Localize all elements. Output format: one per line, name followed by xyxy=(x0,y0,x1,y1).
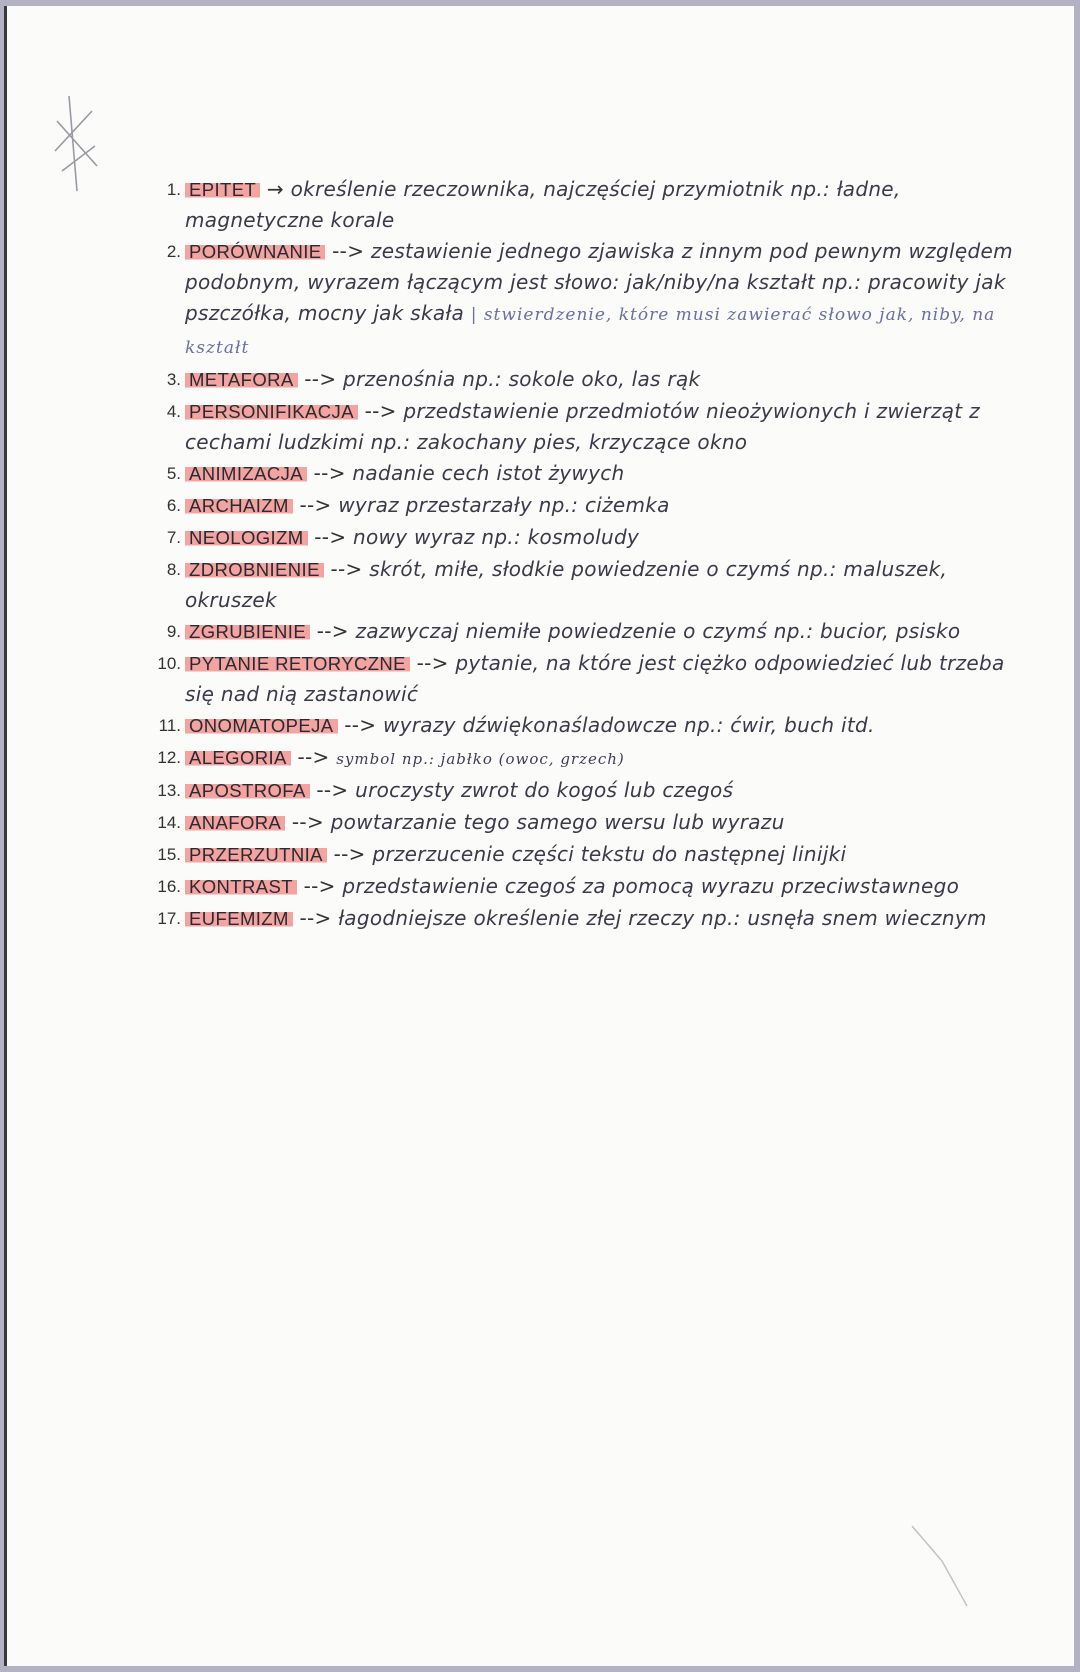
term-highlight: EUFEMIZM xyxy=(185,908,293,929)
definition: zazwyczaj niemiłe powiedzenie o czymś np.: bucior, psisko xyxy=(355,619,961,643)
arrow: --> xyxy=(303,874,336,898)
term-highlight: EPITET xyxy=(185,179,260,200)
item-number: 14. xyxy=(157,813,181,832)
item-number: 2. xyxy=(166,242,181,261)
arrow: → xyxy=(266,177,284,201)
term-highlight: ANAFORA xyxy=(185,812,285,833)
item-body xyxy=(185,364,700,395)
arrow: --> xyxy=(416,651,449,675)
term-highlight: ALEGORIA xyxy=(185,747,291,768)
item-body xyxy=(185,775,733,806)
definition: przedstawienie przedmiotów nieożywionych i zwierząt z cechami ludzkimi np.: zakochany pies, krzyczące okno xyxy=(185,399,980,454)
definition: określenie rzeczownika, najczęściej przymiotnik np.: ładne, magnetyczne korale xyxy=(185,177,901,232)
item-number: 8. xyxy=(166,560,181,579)
arrow: --> xyxy=(314,525,347,549)
definition: powtarzanie tego samego wersu lub wyrazu xyxy=(330,810,785,834)
item-number: 6. xyxy=(166,496,181,515)
term-highlight: ZGRUBIENIE xyxy=(185,621,310,642)
item-number: 16. xyxy=(157,877,181,896)
list-item xyxy=(145,839,1025,871)
item-body xyxy=(185,807,785,838)
list-item xyxy=(145,648,1025,710)
item-body xyxy=(185,616,960,647)
list-item xyxy=(145,396,1025,458)
definition: zestawienie jednego zjawiska z innym pod pewnym względem podobnym, wyrazem łączącym jest słowo: jak/niby/na kształt np.: pracowity jak pszczółka, mocny jak skała xyxy=(185,239,1013,325)
definition: łagodniejsze określenie złej rzeczy np.: usnęła snem wiecznym xyxy=(338,906,987,930)
list-item xyxy=(145,775,1025,807)
definition: wyraz przestarzały np.: ciżemka xyxy=(338,493,670,517)
handwritten-note: symbol np.: jabłko (owoc, grzech) xyxy=(336,750,625,768)
item-body xyxy=(185,839,846,870)
item-number: 12. xyxy=(157,748,181,767)
term-highlight: PERSONIFIKACJA xyxy=(185,401,358,422)
arrow: --> xyxy=(297,745,330,769)
item-body xyxy=(185,490,670,521)
definition: nadanie cech istot żywych xyxy=(352,461,625,485)
term-highlight: PORÓWNANIE xyxy=(185,241,325,262)
list-item xyxy=(145,871,1025,903)
list-item xyxy=(145,807,1025,839)
item-number: 3. xyxy=(166,370,181,389)
term-highlight: METAFORA xyxy=(185,369,298,390)
item-body xyxy=(185,710,875,741)
item-body xyxy=(185,396,1025,458)
arrow: --> xyxy=(316,619,349,643)
definition: skrót, miłe, słodkie powiedzenie o czymś np.: maluszek, okruszek xyxy=(185,557,948,612)
definition: przenośnia np.: sokole oko, las rąk xyxy=(343,367,701,391)
arrow: --> xyxy=(304,367,337,391)
item-body xyxy=(185,648,1025,710)
item-body xyxy=(185,742,625,775)
definition: nowy wyraz np.: kosmoludy xyxy=(353,525,640,549)
pencil-star-doodle xyxy=(47,91,107,201)
definition: przerzucenie części tekstu do następnej linijki xyxy=(372,842,847,866)
item-body xyxy=(185,522,639,553)
item-body xyxy=(185,458,624,489)
list-item xyxy=(145,903,1025,935)
list-item xyxy=(145,236,1025,364)
arrow: --> xyxy=(332,239,365,263)
term-highlight: ONOMATOPEJA xyxy=(185,715,338,736)
arrow: --> xyxy=(316,778,349,802)
definition: pytanie, na które jest ciężko odpowiedzieć lub trzeba się nad nią zastanowić xyxy=(185,651,1005,706)
term-highlight: PYTANIE RETORYCZNE xyxy=(185,653,410,674)
arrow: --> xyxy=(364,399,397,423)
list-item xyxy=(145,364,1025,396)
term-highlight: ARCHAIZM xyxy=(185,495,293,516)
definition: przedstawienie czegoś za pomocą wyrazu przeciwstawnego xyxy=(342,874,960,898)
list-item xyxy=(145,522,1025,554)
term-highlight: KONTRAST xyxy=(185,876,297,897)
arrow: --> xyxy=(299,906,332,930)
list-item xyxy=(145,742,1025,775)
item-number: 4. xyxy=(166,402,181,421)
arrow: --> xyxy=(299,493,332,517)
item-number: 1. xyxy=(166,180,181,199)
term-highlight: ZDROBNIENIE xyxy=(185,559,324,580)
arrow: --> xyxy=(333,842,366,866)
item-number: 7. xyxy=(166,528,181,547)
list-item xyxy=(145,174,1025,236)
definition: wyrazy dźwiękonaśladowcze np.: ćwir, buch itd. xyxy=(382,713,875,737)
stylistic-devices-list xyxy=(145,174,1025,935)
term-highlight: NEOLOGIZM xyxy=(185,527,308,548)
list-item xyxy=(145,490,1025,522)
item-number: 13. xyxy=(157,781,181,800)
item-number: 9. xyxy=(166,622,181,641)
item-body xyxy=(185,174,1025,236)
list-item xyxy=(145,616,1025,648)
item-number: 17. xyxy=(157,909,181,928)
item-number: 11. xyxy=(158,716,181,735)
item-body xyxy=(185,903,987,934)
pencil-tick-mark xyxy=(907,1516,987,1616)
arrow: --> xyxy=(313,461,346,485)
term-highlight: ANIMIZACJA xyxy=(185,463,307,484)
item-body xyxy=(185,554,1025,616)
item-number: 5. xyxy=(166,464,181,483)
list-item xyxy=(145,554,1025,616)
item-number: 15. xyxy=(157,845,181,864)
list-item xyxy=(145,458,1025,490)
term-highlight: APOSTROFA xyxy=(185,780,310,801)
definition: uroczysty zwrot do kogoś lub czegoś xyxy=(355,778,734,802)
handwritten-note: | stwierdzenie, które musi zawierać słowo jak, niby, na kształt xyxy=(185,305,996,358)
arrow: --> xyxy=(344,713,377,737)
item-number: 10. xyxy=(157,654,181,673)
list-item xyxy=(145,710,1025,742)
item-body xyxy=(185,871,959,902)
item-body xyxy=(185,236,1025,364)
arrow: --> xyxy=(291,810,324,834)
term-highlight: PRZERZUTNIA xyxy=(185,844,327,865)
notebook-page xyxy=(4,6,1074,1666)
arrow: --> xyxy=(330,557,363,581)
